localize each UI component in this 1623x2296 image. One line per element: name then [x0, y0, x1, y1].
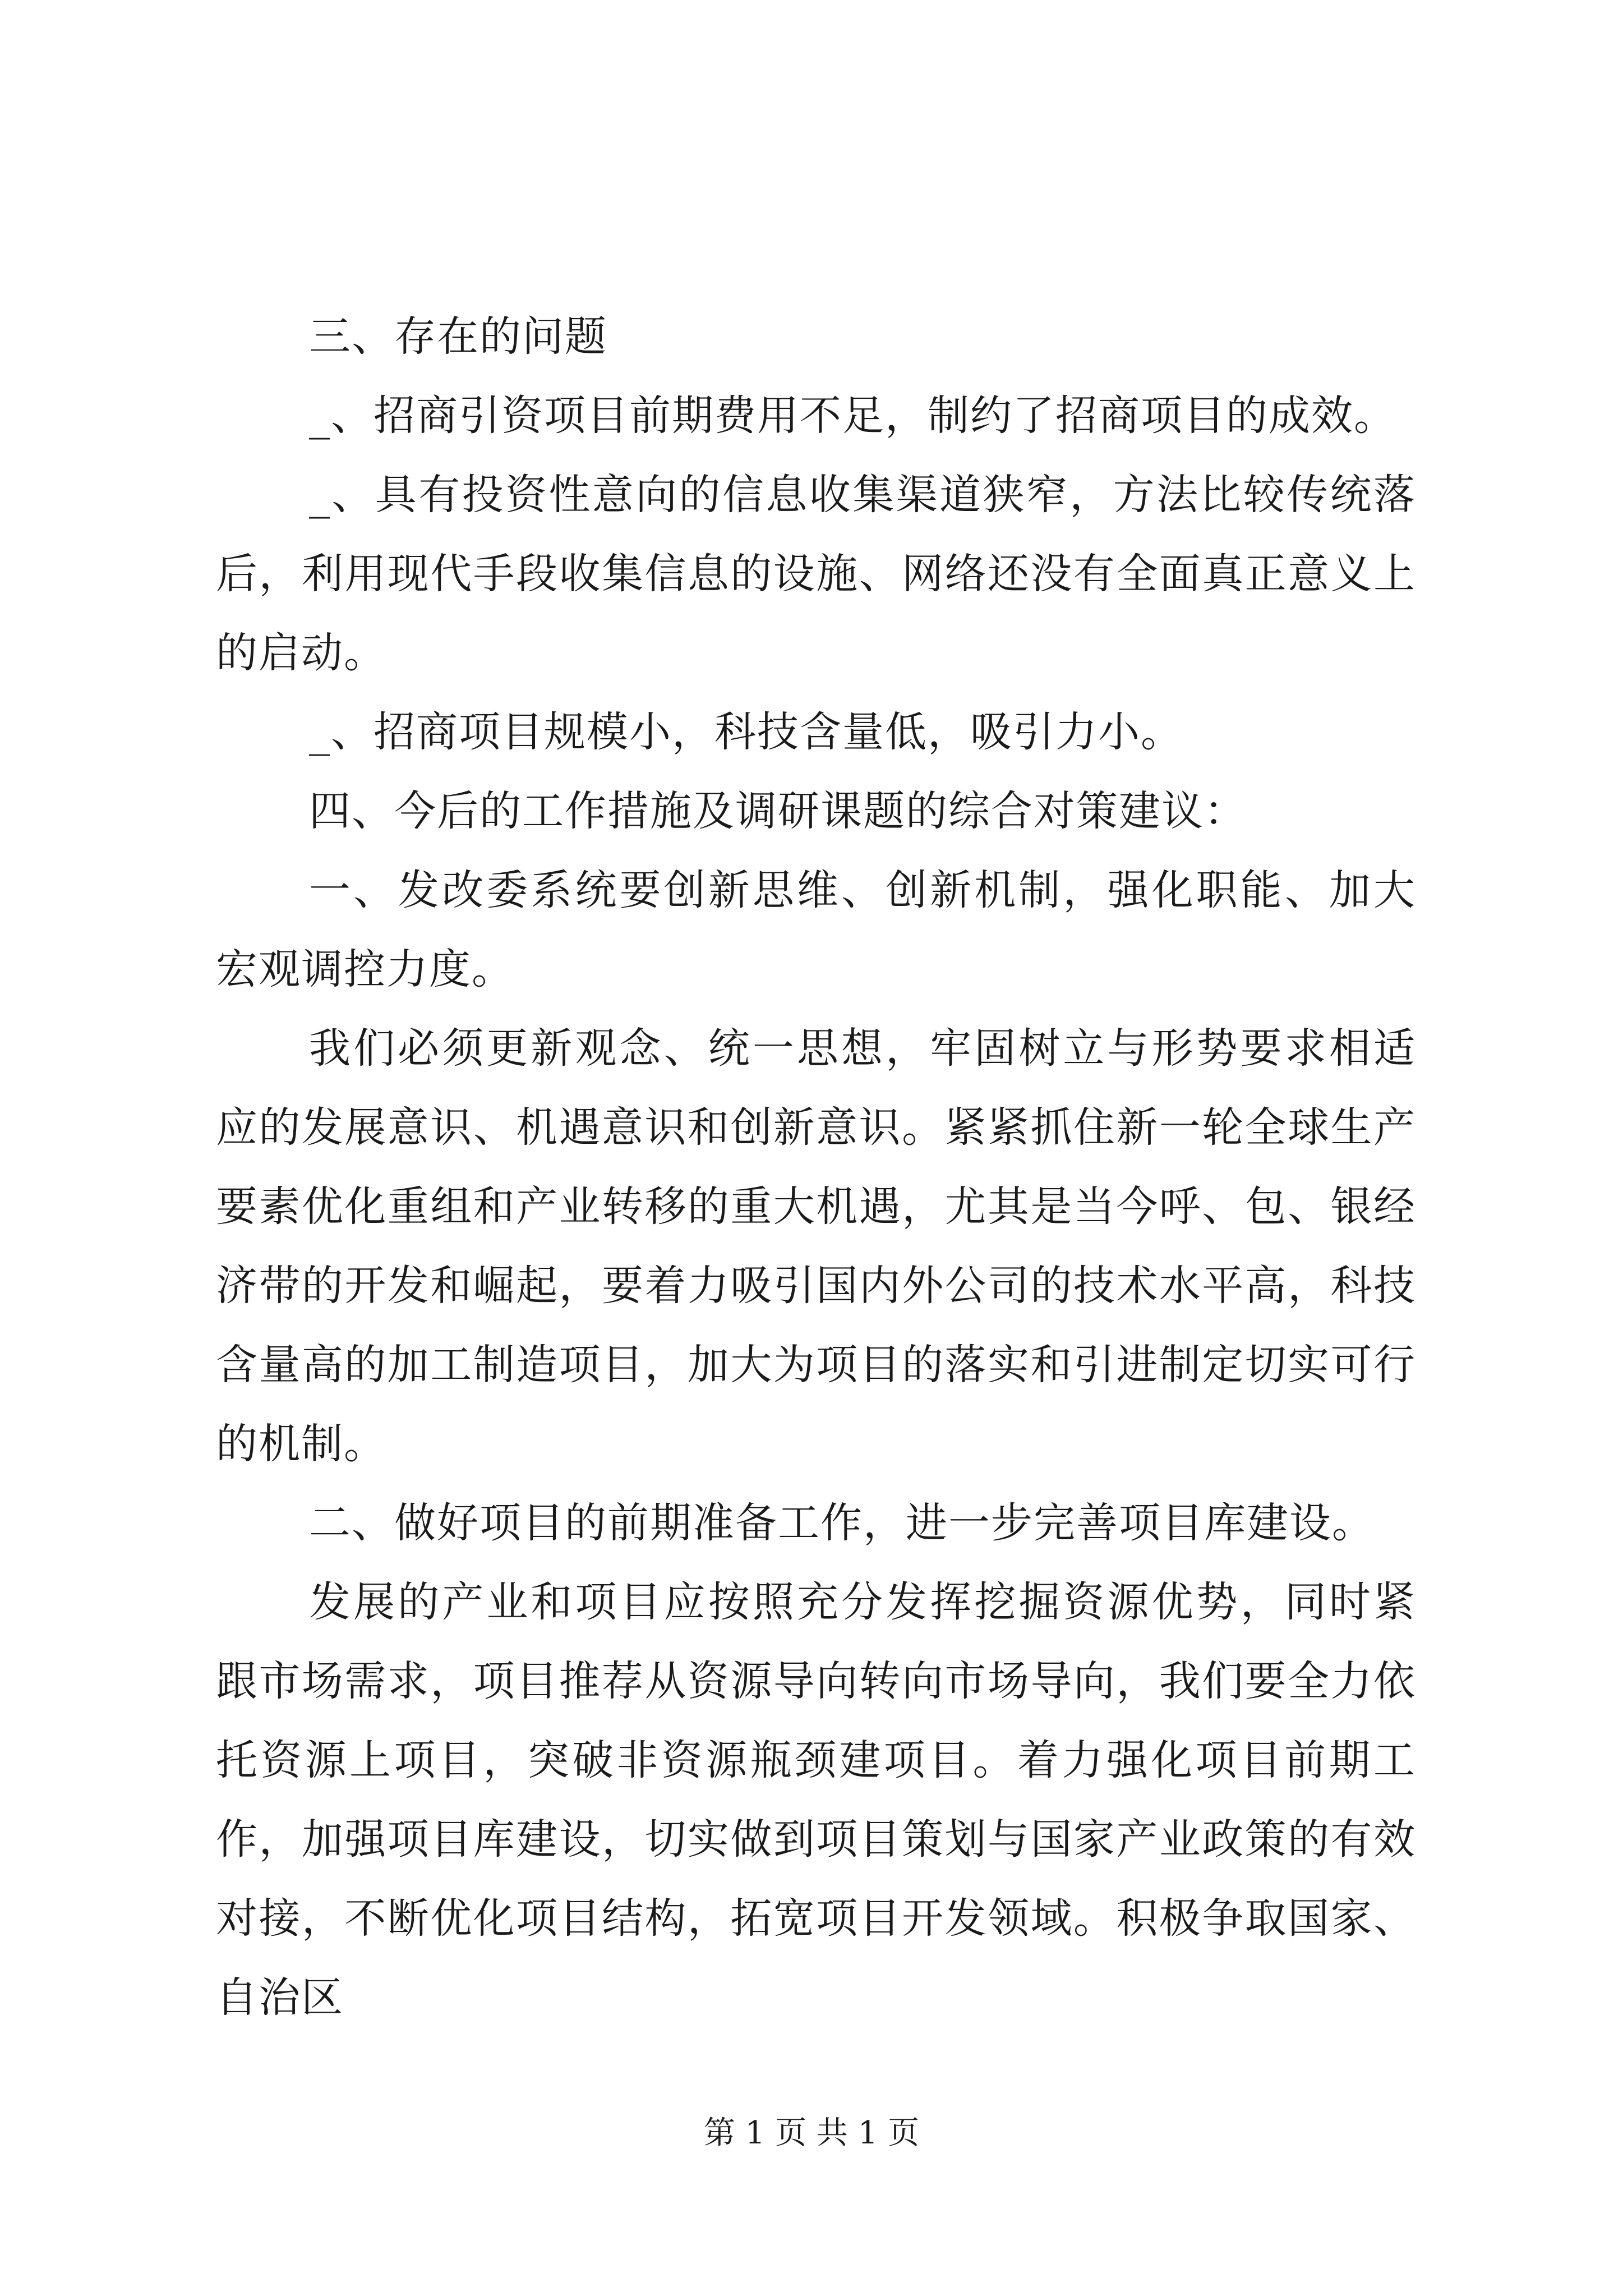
heading-future-measures: 四、今后的工作措施及调研课题的综合对策建议：	[309, 787, 1247, 835]
measure-heading-innovation: 一、发改委系统要创新思维、创新机制，强化职能、加大宏观调控力度。	[216, 866, 1416, 993]
document-body	[216, 297, 1416, 2037]
measure-paragraph-project-preparation: 发展的产业和项目应按照充分发挥挖掘资源优势，同时紧跟市场需求，项目推荐从资源导向转向市场导向，我们要全力依托资源上项目，突破非资源瓶颈建项目。着力强化项目前期工作，加强项目库建设，切实做到项目策划与国家产业政策的有效对接，不断优化项目结构，拓宽项目开发领域。积极争取国家、自治区	[216, 1578, 1416, 2022]
problem-item-information-channels: _、具有投资性意向的信息收集渠道狭窄，方法比较传统落后，利用现代手段收集信息的设施、网络还没有全面真正意义上的启动。	[216, 471, 1416, 677]
problem-item-funding: _、招商引资项目前期费用不足，制约了招商项目的成效。	[309, 392, 1396, 440]
heading-existing-problems: 三、存在的问题	[309, 312, 607, 361]
problem-item-project-scale: _、招商项目规模小，科技含量低，吸引力小。	[309, 708, 1183, 756]
page-number-footer: 第 1 页 共 1 页	[703, 2115, 920, 2151]
measure-paragraph-innovation: 我们必须更新观念、统一思想，牢固树立与形势要求相适应的发展意识、机遇意识和创新意识。紧紧抓住新一轮全球生产要素优化重组和产业转移的重大机遇，尤其是当今呼、包、银经济带的开发和崛起，要着力吸引国内外公司的技术水平高，科技含量高的加工制造项目，加大为项目的落实和引进制定切实可行的机制。	[216, 1024, 1416, 1468]
measure-heading-project-preparation: 二、做好项目的前期准备工作，进一步完善项目库建设。	[309, 1499, 1375, 1547]
